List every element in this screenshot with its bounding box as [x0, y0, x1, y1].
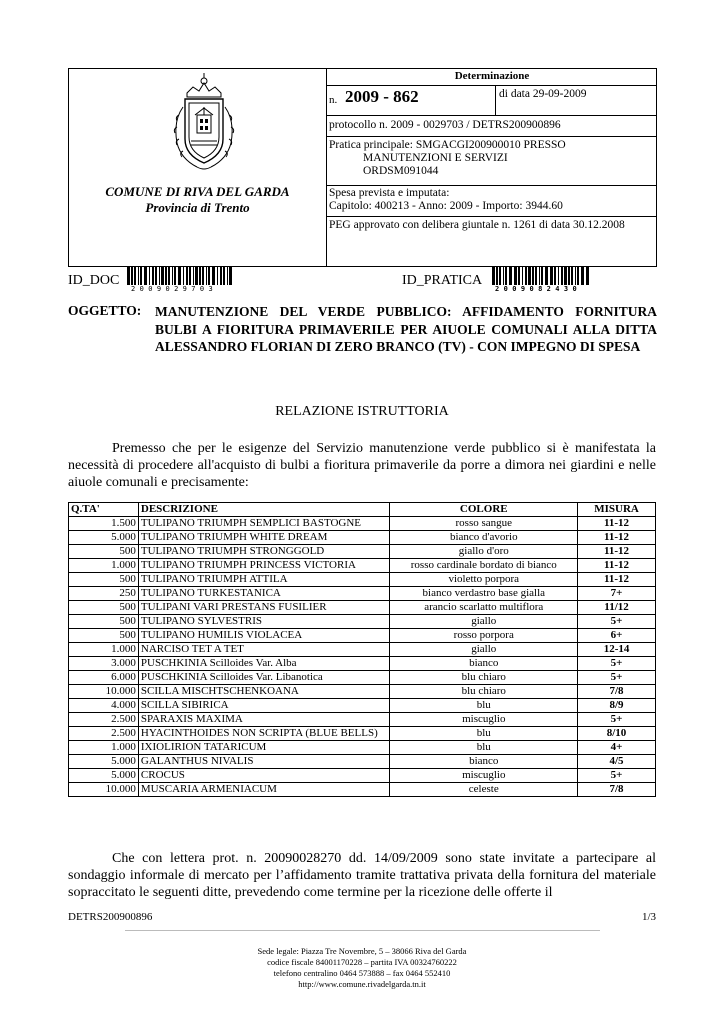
barcode-bar	[168, 266, 170, 285]
cell-color: blu	[390, 727, 578, 741]
cell-description: TULIPANO TRIUMPH ATTILA	[138, 573, 390, 587]
cell-description: TULIPANO TRIUMPH PRINCESS VICTORIA	[138, 559, 390, 573]
cell-description: CROCUS	[138, 769, 390, 783]
spesa-cell	[327, 186, 657, 217]
cell-qty: 500	[69, 545, 139, 559]
table-row	[69, 559, 656, 573]
cell-size: 11/12	[578, 601, 656, 615]
subject-label: OGGETTO:	[68, 303, 142, 318]
barcode-bar	[229, 266, 232, 285]
barcode-bar	[206, 266, 207, 285]
barcode-bar	[159, 266, 160, 285]
barcode-bar	[492, 266, 495, 285]
cell-description: SPARAXIS MAXIMA	[138, 713, 390, 727]
cell-color: giallo d'oro	[390, 545, 578, 559]
col-header-color: COLORE	[390, 503, 578, 517]
cell-size: 5+	[578, 713, 656, 727]
cell-color: bianco	[390, 755, 578, 769]
cell-description: PUSCHKINIA Scilloides Var. Alba	[138, 657, 390, 671]
cell-qty: 6.000	[69, 671, 139, 685]
cell-qty: 10.000	[69, 783, 139, 797]
barcode-bar	[131, 266, 133, 285]
barcode-bar	[186, 266, 188, 285]
cell-qty: 1.500	[69, 517, 139, 531]
page-number: 1/3	[641, 911, 656, 923]
protocol-number: protocollo n. 2009 - 0029703 / DETRS200900896	[329, 119, 561, 131]
id-doc-digits: 2009029703	[131, 285, 218, 293]
table-row	[69, 727, 656, 741]
spesa-line-1: Spesa prevista e imputata:	[329, 187, 450, 199]
footer-info	[0, 946, 724, 990]
cell-description: TULIPANO TURKESTANICA	[138, 587, 390, 601]
barcode-bar	[174, 266, 176, 285]
barcode-bar	[155, 266, 157, 285]
cell-size: 5+	[578, 657, 656, 671]
barcode-bar	[525, 266, 527, 285]
barcode-bar	[532, 266, 534, 285]
barcode-bar	[152, 266, 154, 285]
intro-text: Premesso che per le esigenze del Servizio manutenzione verde pubblico si è manifestata la necessità di procedere all'acquisto di bulbi a fioritura primaverile da porre a dimora nei giardini e nelle aiuole comunali e precisamente:	[68, 441, 656, 490]
cell-color: giallo	[390, 643, 578, 657]
cell-color: violetto porpora	[390, 573, 578, 587]
barcode-bar	[575, 266, 576, 285]
cell-qty: 4.000	[69, 699, 139, 713]
cell-size: 11-12	[578, 545, 656, 559]
spesa-line-2: Capitolo: 400213 - Anno: 2009 - Importo: 3944.60	[329, 200, 563, 212]
cell-size: 7+	[578, 587, 656, 601]
id-pratica-barcode	[492, 266, 592, 286]
header-box	[68, 68, 657, 267]
barcode-bar	[127, 266, 130, 285]
footer-line-website: http://www.comune.rivadelgarda.tn.it	[298, 979, 426, 989]
cell-color: blu chiaro	[390, 685, 578, 699]
table-row	[69, 769, 656, 783]
id-pratica-digits: 2009082430	[495, 285, 582, 293]
table-row	[69, 517, 656, 531]
cell-color: celeste	[390, 783, 578, 797]
cell-qty: 500	[69, 601, 139, 615]
table-row	[69, 629, 656, 643]
barcode-bar	[138, 266, 139, 285]
footer-line-tax: codice fiscale 84001170228 – partita IVA 00324760222	[267, 957, 457, 967]
table-row	[69, 755, 656, 769]
cell-description: TULIPANO TRIUMPH STRONGGOLD	[138, 545, 390, 559]
col-header-size: MISURA	[578, 503, 656, 517]
table-row	[69, 615, 656, 629]
province-name: Provincia di Trento	[145, 200, 250, 215]
barcode-bar	[509, 266, 512, 285]
report-title: RELAZIONE ISTRUTTORIA	[275, 404, 449, 419]
cell-color: rosso cardinale bordato di bianco	[390, 559, 578, 573]
table-row	[69, 713, 656, 727]
cell-size: 7/8	[578, 783, 656, 797]
barcode-bar	[571, 266, 573, 285]
barcode-bar	[561, 266, 563, 285]
cell-divider	[495, 86, 496, 115]
cell-color: blu	[390, 741, 578, 755]
municipality-name: COMUNE DI RIVA DEL GARDA	[105, 184, 290, 199]
cell-qty: 2.500	[69, 727, 139, 741]
barcode-bar	[581, 266, 584, 285]
table-row	[69, 783, 656, 797]
id-pratica-label: ID_PRATICA	[402, 273, 483, 288]
barcode-bar	[522, 266, 523, 285]
determination-title: Determinazione	[454, 70, 530, 82]
footer-line-address: Sede legale: Piazza Tre Novembre, 5 – 38066 Riva del Garda	[257, 946, 467, 956]
table-row	[69, 741, 656, 755]
id-doc-label: ID_DOC	[68, 273, 120, 288]
peg-cell	[327, 217, 657, 266]
municipality-block	[69, 69, 326, 266]
col-header-qty: Q.TA'	[69, 503, 139, 517]
bulbs-table	[68, 502, 656, 797]
cell-color: giallo	[390, 615, 578, 629]
id-doc-barcode	[127, 266, 235, 286]
cell-size: 6+	[578, 629, 656, 643]
subject-text: MANUTENZIONE DEL VERDE PUBBLICO: AFFIDAMENTO FORNITURA BULBI A FIORITURA PRIMAVERILE PER AIUOLE COMUNALI ALLA DITTA ALESSANDRO FLORIAN DI ZERO BRANCO (TV) - CON IMPEGNO DI SPESA	[155, 304, 657, 354]
cell-size: 4/5	[578, 755, 656, 769]
cell-size: 11-12	[578, 573, 656, 587]
barcode-bar	[220, 266, 222, 285]
footer-divider	[125, 930, 600, 931]
cell-size: 8/9	[578, 699, 656, 713]
intro-paragraph	[68, 440, 656, 491]
cell-size: 5+	[578, 615, 656, 629]
barcode-bar	[183, 266, 184, 285]
footer-line-phone: telefono centralino 0464 573888 – fax 0464 552410	[273, 968, 451, 978]
cell-color: bianco d'avorio	[390, 531, 578, 545]
pratica-line-1: Pratica principale: SMGACGI200900010 PRESSO	[329, 139, 566, 151]
cell-qty: 1.000	[69, 559, 139, 573]
determination-info	[326, 69, 657, 266]
table-row	[69, 643, 656, 657]
barcode-bar	[499, 266, 501, 285]
barcode-bar	[505, 266, 507, 285]
cell-qty: 1.000	[69, 643, 139, 657]
col-header-description: DESCRIZIONE	[138, 503, 390, 517]
pratica-cell	[327, 137, 657, 186]
barcode-bar	[568, 266, 570, 285]
barcode-bar	[217, 266, 218, 285]
barcode-bar	[545, 266, 548, 285]
cell-qty: 5.000	[69, 755, 139, 769]
barcode-bar	[550, 266, 553, 285]
barcode-bar	[193, 266, 194, 285]
cell-qty: 5.000	[69, 769, 139, 783]
cell-color: rosso sangue	[390, 517, 578, 531]
barcode-bar	[161, 266, 164, 285]
cell-description: NARCISO TET A TET	[138, 643, 390, 657]
cell-description: GALANTHUS NIVALIS	[138, 755, 390, 769]
table-row	[69, 531, 656, 545]
cell-color: miscuglio	[390, 713, 578, 727]
cell-color: bianco	[390, 657, 578, 671]
barcode-bar	[202, 266, 204, 285]
barcode-bar	[223, 266, 225, 285]
table-row	[69, 545, 656, 559]
barcode-bar	[503, 266, 504, 285]
second-paragraph	[68, 850, 656, 901]
cell-description: TULIPANO TRIUMPH SEMPLICI BASTOGNE	[138, 517, 390, 531]
document-code: DETRS200900896	[68, 911, 153, 923]
barcode-bar	[554, 266, 556, 285]
barcode-bar	[564, 266, 567, 285]
barcode-bar	[189, 266, 191, 285]
cell-size: 8/10	[578, 727, 656, 741]
cell-qty: 1.000	[69, 741, 139, 755]
cell-description: IXIOLIRION TATARICUM	[138, 741, 390, 755]
cell-color: rosso porpora	[390, 629, 578, 643]
cell-size: 5+	[578, 671, 656, 685]
barcode-bar	[539, 266, 540, 285]
pratica-line-3: ORDSM091044	[363, 165, 439, 177]
cell-description: SCILLA MISCHTSCHENKOANA	[138, 685, 390, 699]
cell-color: arancio scarlatto multiflora	[390, 601, 578, 615]
barcode-bar	[577, 266, 579, 285]
coat-of-arms-icon	[167, 71, 241, 175]
table-header-row	[69, 503, 656, 517]
cell-size: 11-12	[578, 517, 656, 531]
barcode-bar	[518, 266, 520, 285]
cell-color: blu	[390, 699, 578, 713]
cell-qty: 500	[69, 573, 139, 587]
cell-description: HYACINTHOIDES NON SCRIPTA (BLUE BELLS)	[138, 727, 390, 741]
barcode-bar	[178, 266, 181, 285]
barcode-bar	[199, 266, 201, 285]
cell-qty: 500	[69, 615, 139, 629]
barcode-bar	[528, 266, 531, 285]
table-row	[69, 699, 656, 713]
cell-description: MUSCARIA ARMENIACUM	[138, 783, 390, 797]
cell-description: TULIPANI VARI PRESTANS FUSILIER	[138, 601, 390, 615]
barcode-bar	[134, 266, 136, 285]
barcode-bar	[149, 266, 150, 285]
table-row	[69, 671, 656, 685]
cell-size: 12-14	[578, 643, 656, 657]
protocol-cell	[327, 116, 657, 137]
determination-title-cell	[327, 69, 657, 86]
determination-date: di data 29-09-2009	[499, 88, 587, 100]
cell-description: TULIPANO SYLVESTRIS	[138, 615, 390, 629]
determination-number: 2009 - 862	[345, 87, 419, 106]
cell-color: miscuglio	[390, 769, 578, 783]
barcode-bar	[165, 266, 167, 285]
cell-description: PUSCHKINIA Scilloides Var. Libanotica	[138, 671, 390, 685]
determination-number-cell	[327, 86, 657, 116]
table-row	[69, 601, 656, 615]
cell-size: 4+	[578, 741, 656, 755]
barcode-bar	[195, 266, 198, 285]
barcode-bar	[514, 266, 517, 285]
cell-qty: 500	[69, 629, 139, 643]
barcode-bar	[140, 266, 142, 285]
cell-qty: 10.000	[69, 685, 139, 699]
table-row	[69, 587, 656, 601]
barcode-bar	[172, 266, 173, 285]
barcode-bar	[208, 266, 210, 285]
number-label: n.	[329, 94, 338, 106]
table-row	[69, 685, 656, 699]
cell-color: blu chiaro	[390, 671, 578, 685]
cell-color: bianco verdastro base gialla	[390, 587, 578, 601]
cell-description: TULIPANO TRIUMPH WHITE DREAM	[138, 531, 390, 545]
barcode-bar	[535, 266, 537, 285]
cell-size: 7/8	[578, 685, 656, 699]
barcode-bar	[558, 266, 559, 285]
cell-qty: 250	[69, 587, 139, 601]
barcode-bar	[227, 266, 228, 285]
table-row	[69, 657, 656, 671]
barcode-bar	[144, 266, 147, 285]
cell-size: 5+	[578, 769, 656, 783]
barcode-bar	[212, 266, 215, 285]
pratica-line-2: MANUTENZIONI E SERVIZI	[363, 152, 508, 164]
peg-text: PEG approvato con delibera giuntale n. 1261 di data 30.12.2008	[329, 219, 625, 231]
cell-qty: 5.000	[69, 531, 139, 545]
barcode-bar	[586, 266, 589, 285]
barcode-bar	[541, 266, 543, 285]
cell-description: TULIPANO HUMILIS VIOLACEA	[138, 629, 390, 643]
cell-description: SCILLA SIBIRICA	[138, 699, 390, 713]
cell-size: 11-12	[578, 531, 656, 545]
second-text: Che con lettera prot. n. 20090028270 dd. 14/09/2009 sono state invitate a partecipare al sondaggio informale di mercato per l’affidamento tramite trattativa privata della fornitura del materiale sopraccitato le seguenti ditte, prevedendo come termine per la ricezione delle offerte il	[68, 851, 656, 900]
table-row	[69, 573, 656, 587]
cell-qty: 2.500	[69, 713, 139, 727]
cell-qty: 3.000	[69, 657, 139, 671]
barcode-bar	[496, 266, 498, 285]
cell-size: 11-12	[578, 559, 656, 573]
